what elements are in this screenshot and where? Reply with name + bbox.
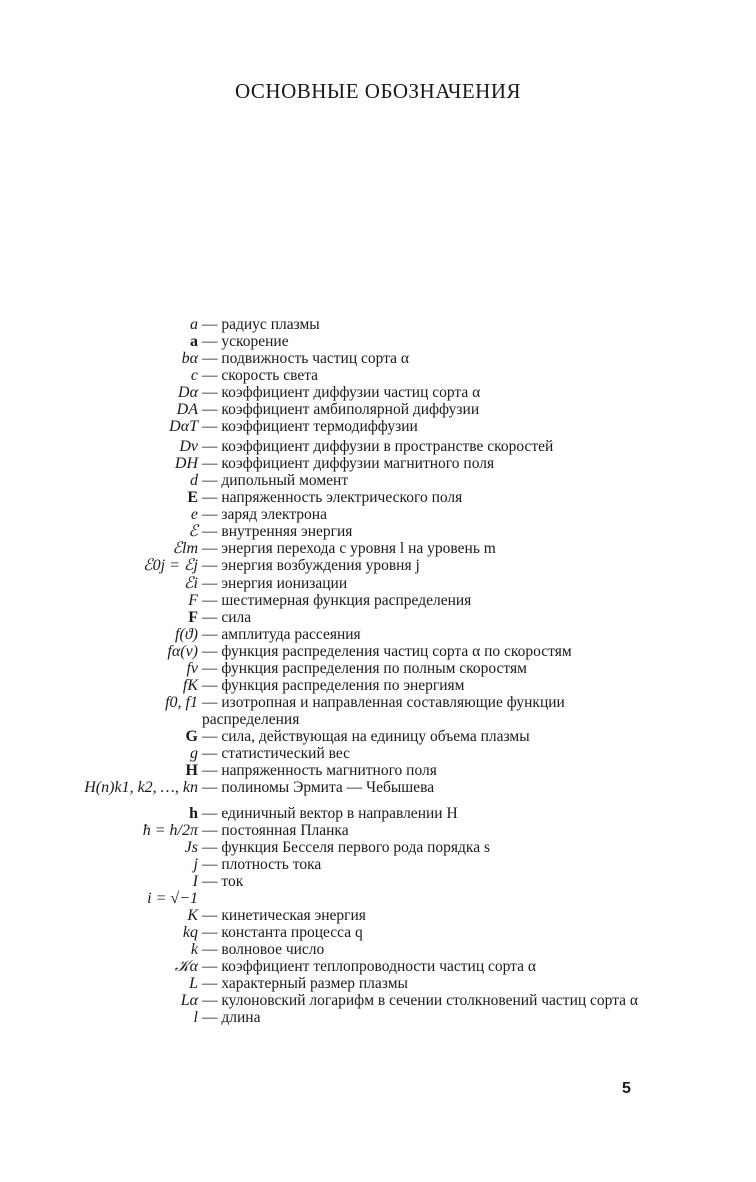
notation-entry (0, 626, 756, 643)
notation-description: — сила, действующая на единицу объема плазмы (202, 728, 530, 745)
notation-description: — коэффициент амбиполярной диффузии (202, 401, 480, 418)
notation-symbol: a (190, 333, 198, 350)
notation-entry (0, 1009, 756, 1026)
notation-entry (0, 575, 756, 592)
notation-symbol: l (193, 1009, 198, 1026)
page-title: ОСНОВНЫЕ ОБОЗНАЧЕНИЯ (234, 79, 522, 103)
notation-description: — константа процесса q (202, 924, 363, 941)
notation-description: — скорость света (202, 367, 319, 384)
notation-description: — напряженность электрического поля (202, 489, 463, 506)
notation-entry (0, 822, 756, 839)
notation-symbol: K (187, 907, 198, 924)
notation-description: — коэффициент диффузии в пространстве скоростей (202, 438, 554, 455)
notation-description: — подвижность частиц сорта α (202, 350, 410, 367)
notation-description: — сила (202, 609, 252, 626)
notation-symbol: L (189, 975, 198, 992)
notation-entry (0, 975, 756, 992)
notation-entry (0, 438, 756, 455)
notation-description: — функция распределения по энергиям (202, 677, 465, 694)
notation-description: — ускорение (202, 333, 289, 350)
notation-description: — длина (202, 1009, 261, 1026)
notation-description: — волновое число (202, 941, 325, 958)
notation-entry (0, 592, 756, 609)
notation-entry (0, 856, 756, 873)
notation-description: — внутренняя энергия (202, 523, 353, 540)
notation-symbol: ℰ0j = ℰj (142, 557, 198, 574)
notation-entry (0, 873, 756, 890)
notation-description: — коэффициент диффузии частиц сорта α (202, 384, 481, 401)
notation-entry (0, 992, 756, 1009)
notation-entry (0, 643, 756, 660)
notation-description: — функция распределения по полным скоростям (202, 660, 527, 677)
notation-entry (0, 890, 756, 907)
notation-entry (0, 523, 756, 540)
notation-description: — кулоновский логарифм в сечении столкновений частиц сорта α (202, 992, 639, 1009)
notation-description: — заряд электрона (202, 506, 327, 523)
notation-symbol: a (190, 316, 198, 333)
notation-description: — энергия возбуждения уровня j (202, 557, 420, 574)
notation-description: — напряженность магнитного поля (202, 762, 437, 779)
notation-entry (0, 540, 756, 557)
notation-entry (0, 694, 756, 728)
notation-symbol: Dα (178, 384, 198, 401)
notation-description: — статистический вес (202, 745, 351, 762)
notation-symbol: DH (174, 455, 198, 472)
notation-description: — функция Бесселя первого рода порядка s (202, 839, 491, 856)
notation-description: — полиномы Эрмита — Чебышева (202, 779, 435, 796)
notation-symbol: DA (176, 401, 198, 418)
notation-description: — ток (202, 873, 244, 890)
notation-symbol: F (188, 609, 198, 626)
notation-symbol: fK (182, 677, 198, 694)
notation-symbol: k (190, 941, 198, 958)
notation-symbol: H(n)k1, k2, …, kn (84, 779, 198, 796)
notation-description: — энергия перехода с уровня l на уровень m (202, 540, 496, 557)
notation-entry (0, 455, 756, 472)
notation-description: — кинетическая энергия (202, 907, 366, 924)
notation-symbol: F (188, 592, 198, 609)
notation-symbol: c (190, 367, 198, 384)
notation-symbol: e (190, 506, 198, 523)
notation-symbol: ℰ (188, 523, 198, 540)
notation-description: — шестимерная функция распределения (202, 592, 472, 609)
notation-description: — изотропная и направленная составляющие функции распределения (202, 694, 565, 728)
notation-symbol: DαT (169, 418, 198, 435)
notation-symbol: d (190, 472, 198, 489)
notation-entry (0, 728, 756, 745)
notation-entry (0, 316, 756, 333)
notation-entry (0, 677, 756, 694)
notation-entry (0, 609, 756, 626)
notation-entry (0, 418, 756, 438)
notation-symbol: ℰlm (172, 540, 198, 557)
notation-description: — постоянная Планка (202, 822, 349, 839)
notation-entry (0, 907, 756, 924)
notation-list (0, 316, 756, 1026)
notation-symbol: f(ϑ) (175, 626, 198, 643)
notation-entry (0, 350, 756, 367)
notation-entry (0, 489, 756, 506)
notation-symbol: f0, f1 (165, 694, 198, 711)
notation-symbol: i = √−1 (147, 890, 198, 907)
notation-description: — коэффициент диффузии магнитного поля (202, 455, 495, 472)
notation-symbol: Js (184, 839, 198, 856)
notation-description: — амплитуда рассеяния (202, 626, 361, 643)
notation-symbol: 𝒦α (174, 958, 198, 975)
notation-description: — радиус плазмы (202, 316, 320, 333)
notation-symbol: ħ = h/2π (142, 822, 198, 839)
notation-entry (0, 762, 756, 779)
notation-entry (0, 745, 756, 762)
notation-symbol: Lα (180, 992, 198, 1009)
page-number: 5 (622, 1080, 631, 1097)
notation-symbol: ℰi (183, 575, 198, 592)
notation-entry (0, 472, 756, 489)
notation-symbol: G (185, 728, 198, 745)
notation-entry (0, 506, 756, 523)
notation-entry (0, 660, 756, 677)
notation-entry (0, 805, 756, 822)
notation-description: — дипольный момент (202, 472, 349, 489)
notation-description: — коэффициент теплопроводности частиц сорта α (202, 958, 537, 975)
notation-symbol: I (192, 873, 198, 890)
notation-symbol: fv (186, 660, 198, 677)
notation-symbol: g (190, 745, 198, 762)
notation-description: — характерный размер плазмы (202, 975, 408, 992)
notation-symbol: h (189, 805, 198, 822)
notation-symbol: kq (182, 924, 198, 941)
notation-symbol: j (193, 856, 198, 873)
notation-symbol: Dv (179, 438, 198, 455)
notation-symbol: fα(v) (167, 643, 198, 660)
notation-entry (0, 401, 756, 418)
notation-entry (0, 941, 756, 958)
notation-entry (0, 384, 756, 401)
notation-description: — функция распределения частиц сорта α по скоростям (202, 643, 572, 660)
notation-description: — энергия ионизации (202, 575, 348, 592)
notation-description: — единичный вектор в направлении H (202, 805, 458, 822)
notation-entry (0, 557, 756, 575)
notation-symbol: bα (181, 350, 198, 367)
notation-entry (0, 779, 756, 805)
notation-entry (0, 333, 756, 350)
notation-symbol: H (185, 762, 198, 779)
notation-description: — плотность тока (202, 856, 322, 873)
notation-description: — коэффициент термодиффузии (202, 418, 418, 435)
notation-symbol: E (187, 489, 198, 506)
notation-entry (0, 839, 756, 856)
notation-entry (0, 924, 756, 941)
notation-entry (0, 367, 756, 384)
notation-entry (0, 958, 756, 975)
